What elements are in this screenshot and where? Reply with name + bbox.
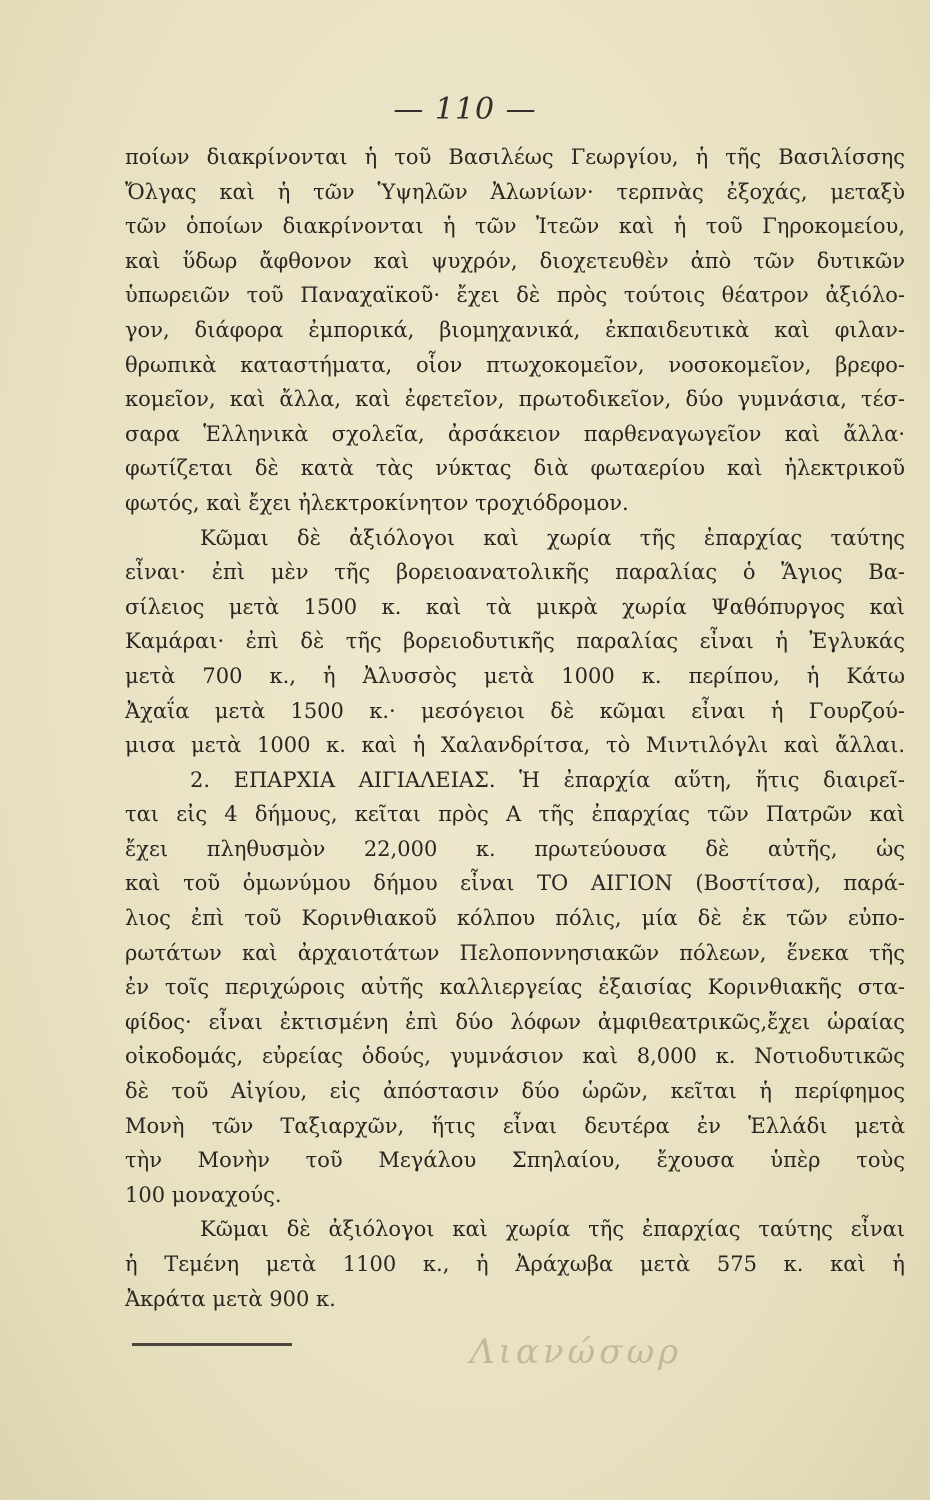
text-line: σαρα Ἑλληνικὰ σχολεῖα, ἀρσάκειον παρθεναγωγεῖον καὶ ἄλλα· [125,421,905,446]
page-number: — 110 — [393,92,537,127]
text-line: Μονὴ τῶν Ταξιαρχῶν, ἥτις εἶναι δευτέρα ἐν Ἑλλάδι μετὰ [125,1113,905,1138]
text-line: ται εἰς 4 δήμους, κεῖται πρὸς Α τῆς ἐπαρχίας τῶν Πατρῶν καὶ [125,802,905,827]
text-line: ποίων διακρίνονται ἡ τοῦ Βασιλέως Γεωργίου, ἡ τῆς Βασιλίσσης [125,145,905,169]
text-line: ἐν τοῖς περιχώροις αὐτῆς καλλιεργείας ἐξαισίας Κορινθιακῆς στα- [125,975,905,1000]
text-line: ἡ Τεμένη μετὰ 1100 κ., ἡ Ἀράχωβα μετὰ 575 κ. καὶ ἡ [125,1252,905,1276]
underline-rule [132,1343,292,1346]
text-line: οἰκοδομάς, εὐρείας ὁδούς, γυμνάσιον καὶ 8,000 κ. Νοτιοδυτικῶς [125,1044,905,1069]
section-heading-line: 2. ΕΠΑΡΧΙΑ ΑΙΓΙΑΛΕΙΑΣ. Ἡ ἐπαρχία αὕτη, ἥτις διαιρεῖ- [190,767,905,792]
text-line: γον, διάφορα ἐμπορικά, βιομηχανικά, ἐκπαιδευτικὰ καὶ φιλαν- [125,317,905,342]
text-line: Κῶμαι δὲ ἀξιόλογοι καὶ χωρία τῆς ἐπαρχίας ταύτης [200,525,905,550]
text-line: Ἀκράτα μετὰ 900 κ. [125,1286,336,1311]
text-line: ρωτάτων καὶ ἀρχαιοτάτων Πελοποννησιακῶν πόλεων, ἕνεκα τῆς [125,940,905,965]
text-line: Κῶμαι δὲ ἀξιόλογοι καὶ χωρία τῆς ἐπαρχίας ταύτης εἶναι [200,1217,905,1242]
text-line: Ἀχαΐα μετὰ 1500 κ.· μεσόγειοι δὲ κῶμαι εἶναι ἡ Γουρζού- [125,698,905,723]
text-line: Καμάραι· ἐπὶ δὲ τῆς βορειοδυτικῆς παραλίας εἶναι ἡ Ἐγλυκάς [125,629,905,654]
text-line: καὶ τοῦ ὁμωνύμου δήμου εἶναι ΤΟ ΑΙΓΙΟΝ (Βοστίτσα), παρά- [125,871,905,896]
text-line: Ὄλγας καὶ ἡ τῶν Ὑψηλῶν Ἀλωνίων· τερπνὰς ἐξοχάς, μεταξὺ [125,179,905,204]
text-line: ὑπωρειῶν τοῦ Παναχαϊκοῦ· ἔχει δὲ πρὸς τούτοις θέατρον ἀξιόλο- [125,283,905,308]
text-line: φωτίζεται δὲ κατὰ τὰς νύκτας διὰ φωταερίου καὶ ἠλεκτρικοῦ [125,456,905,481]
text-line: θρωπικὰ καταστήματα, οἷον πτωχοκομεῖον, νοσοκομεῖον, βρεφο- [125,352,905,377]
text-line: φωτός, καὶ ἔχει ἠλεκτροκίνητον τροχιόδρομον. [125,490,629,515]
text-line: σίλειος μετὰ 1500 κ. καὶ τὰ μικρὰ χωρία Ψαθόπυργος καὶ [125,594,905,619]
text-line: μετὰ 700 κ., ἡ Ἀλυσσὸς μετὰ 1000 κ. περίπου, ἡ Κάτω [125,663,905,688]
text-line: ἔχει πληθυσμὸν 22,000 κ. πρωτεύουσα δὲ αὐτῆς, ὡς [125,836,905,861]
text-line: λιος ἐπὶ τοῦ Κορινθιακοῦ κόλπου πόλις, μία δὲ ἐκ τῶν εὐπο- [125,906,905,931]
text-line: δὲ τοῦ Αἰγίου, εἰς ἀπόστασιν δύο ὡρῶν, κεῖται ἡ περίφημος [125,1079,905,1104]
text-line: μισα μετὰ 1000 κ. καὶ ἡ Χαλανδρίτσα, τὸ Μιντιλόγλι καὶ ἄλλαι. [125,733,905,758]
text-line: καὶ ὕδωρ ἄφθονον καὶ ψυχρόν, διοχετευθὲν ἀπὸ τῶν δυτικῶν [125,248,905,273]
text-line: τὴν Μονὴν τοῦ Μεγάλου Σπηλαίου, ἔχουσα ὑπὲρ τοὺς [125,1148,905,1173]
text-line: τῶν ὁποίων διακρίνονται ἡ τῶν Ἰτεῶν καὶ ἡ τοῦ Γηροκομείου, [125,214,905,239]
body-text [125,140,905,1316]
handwritten-note: Λιανώσωρ [470,1332,683,1372]
text-line: εἶναι· ἐπὶ μὲν τῆς βορειοανατολικῆς παραλίας ὁ Ἅγιος Βα- [125,560,905,585]
text-line: 100 μοναχούς. [125,1182,282,1207]
text-line: κομεῖον, καὶ ἄλλα, καὶ ἐφετεῖον, πρωτοδικεῖον, δύο γυμνάσια, τέσ- [125,387,905,412]
text-line: φίδος· εἶναι ἐκτισμένη ἐπὶ δύο λόφων ἀμφιθεατρικῶς,ἔχει ὡραίας [125,1009,905,1034]
